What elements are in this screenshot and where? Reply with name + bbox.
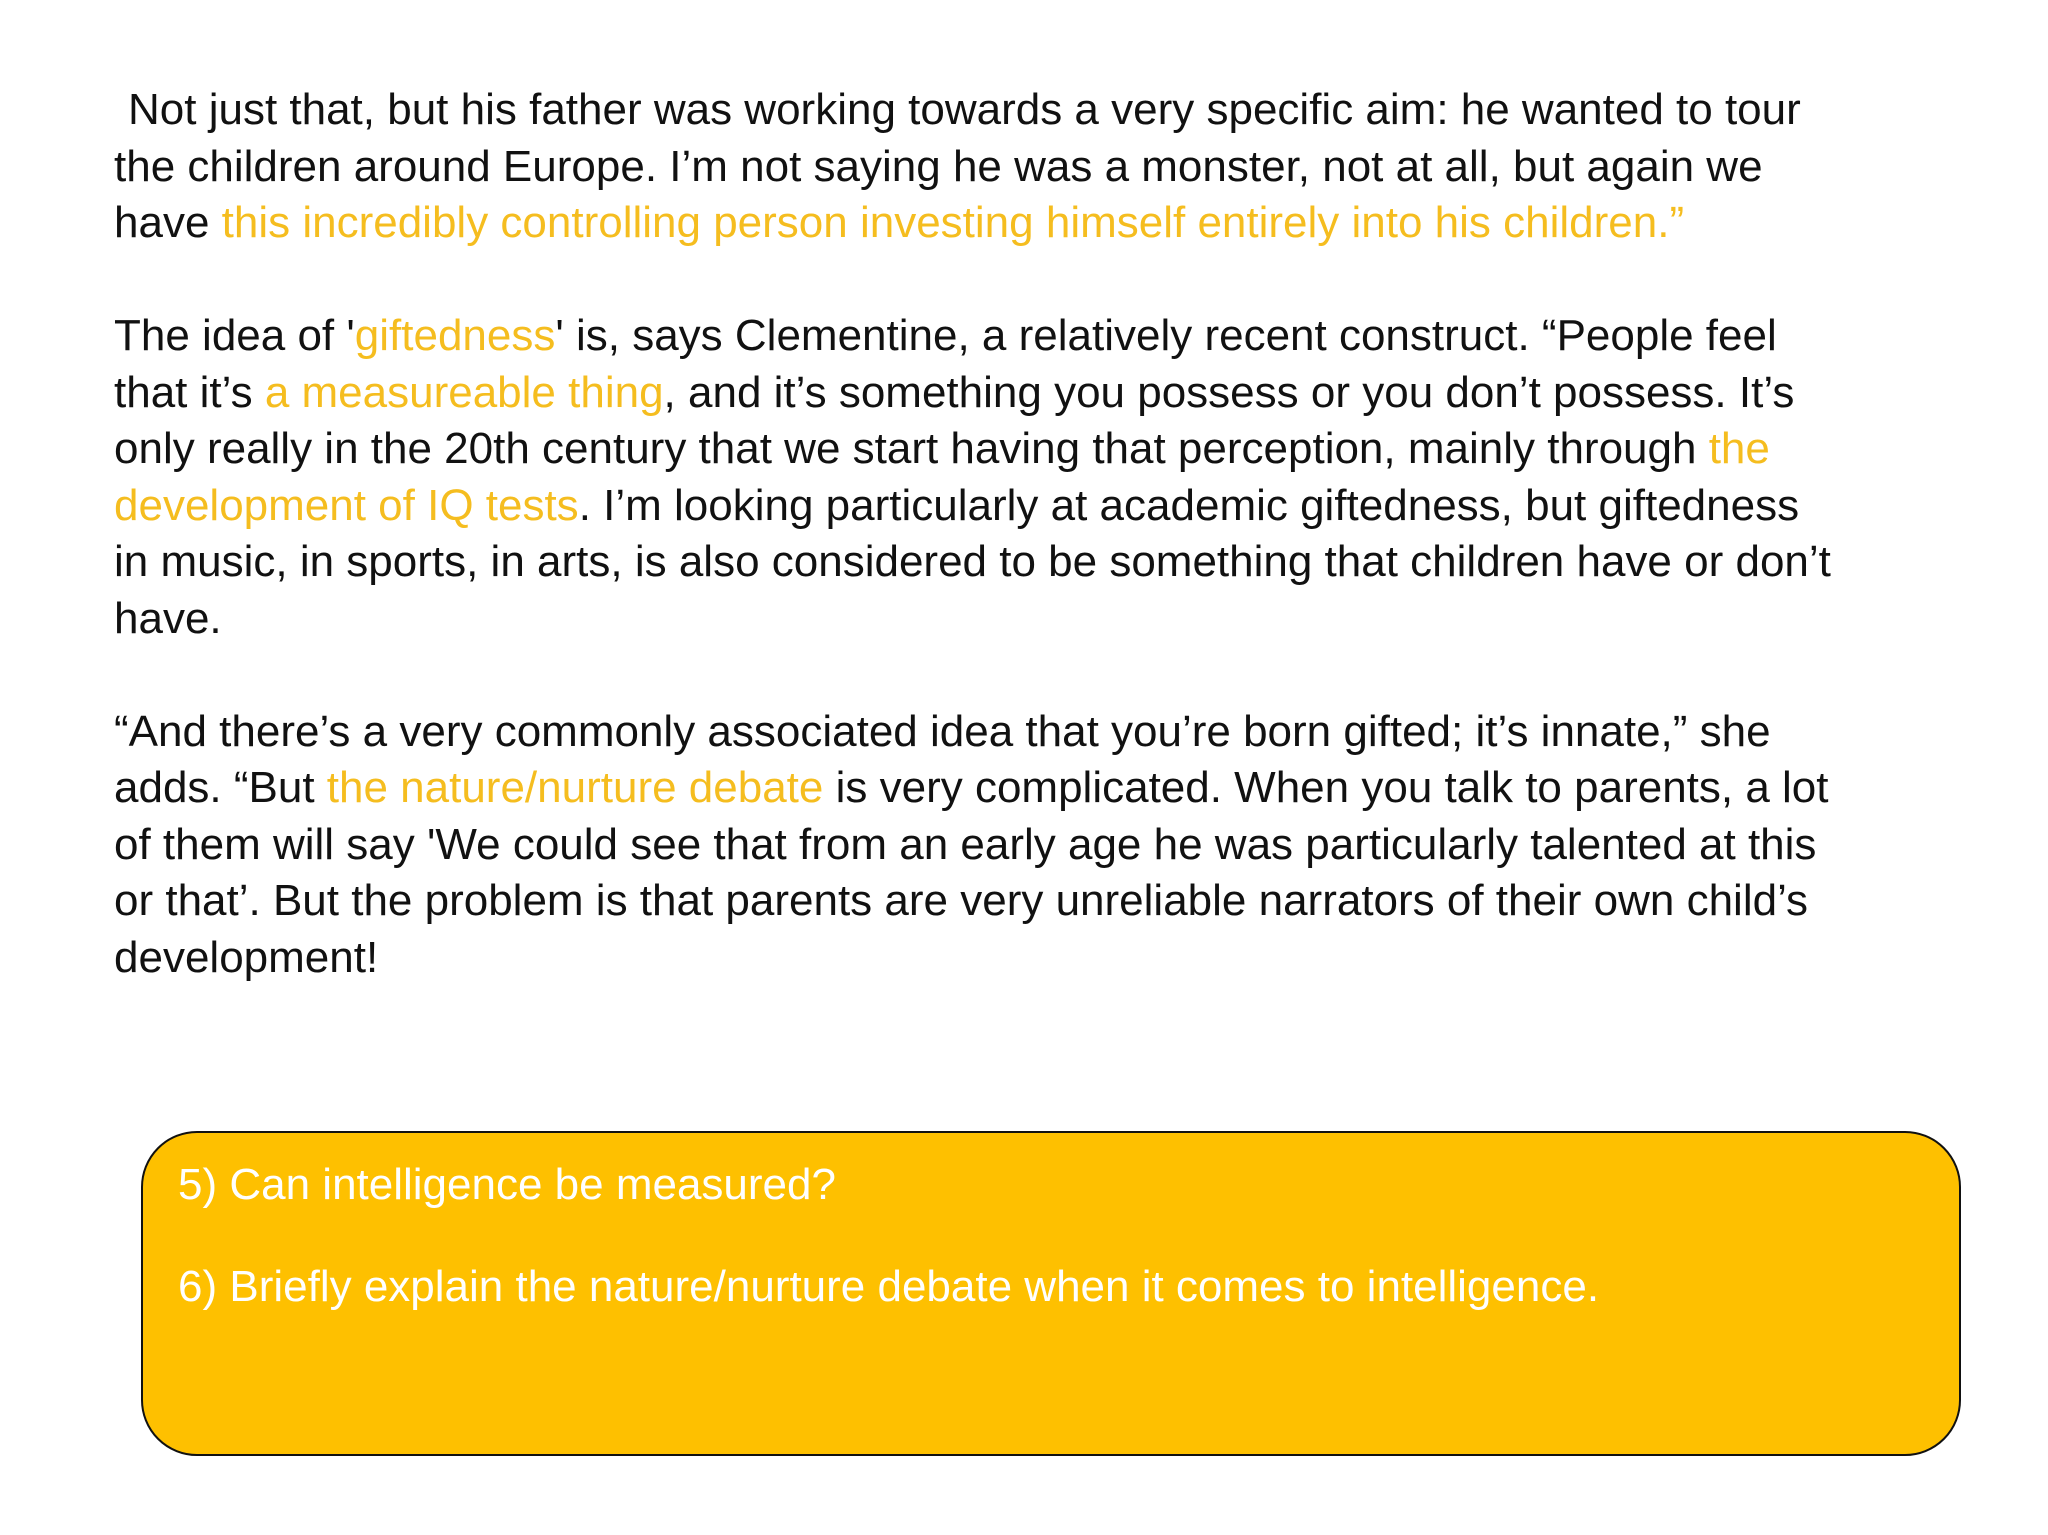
paragraph-father-aim <box>114 82 1834 252</box>
question-6: 6) Briefly explain the nature/nurture debate when it comes to intelligence. <box>178 1262 1600 1311</box>
text-segment: , and it’s something you possess or you don’t possess. It’s only really in the 20th century that we start having that perception, mainly through <box>114 367 1795 473</box>
highlighted-phrase: the nature/nurture debate <box>326 763 824 812</box>
text-segment: is very complicated. When you talk to parents, a lot of them will say 'We could see that from an early age he was particularly talented at this or that’. But the problem is that parents are very unreliable narrators of their own child’s development! <box>114 763 1829 982</box>
paragraph-nature-nurture <box>114 704 1834 987</box>
highlighted-phrase: giftedness <box>354 311 556 360</box>
highlighted-phrase: this incredibly controlling person investing himself entirely into his children.” <box>221 198 1685 247</box>
questions-box <box>141 1131 1961 1456</box>
article-text <box>114 82 1834 1043</box>
text-segment: ' is, says Clementine, a relatively recent construct. “People feel that it’s <box>114 311 1777 417</box>
paragraph-giftedness <box>114 308 1834 647</box>
text-segment: The idea of ' <box>114 311 355 360</box>
text-segment: “And there’s a very commonly associated idea that you’re born gifted; it’s innate,” she adds. “But <box>114 706 1771 812</box>
highlighted-phrase: a measureable thing <box>264 367 664 417</box>
question-5: 5) Can intelligence be measured? <box>178 1160 836 1209</box>
text-segment: Not just that, but his father was working towards a very specific aim: he wanted to tour the children around Europe. I’m not saying he was a monster, not at all, but again we have <box>114 85 1801 247</box>
text-segment: . I’m looking particularly at academic giftedness, but giftedness in music, in sports, in arts, is also considered to be something that children have or don’t have. <box>114 480 1831 643</box>
highlighted-phrase: the development of IQ tests <box>114 424 1770 530</box>
